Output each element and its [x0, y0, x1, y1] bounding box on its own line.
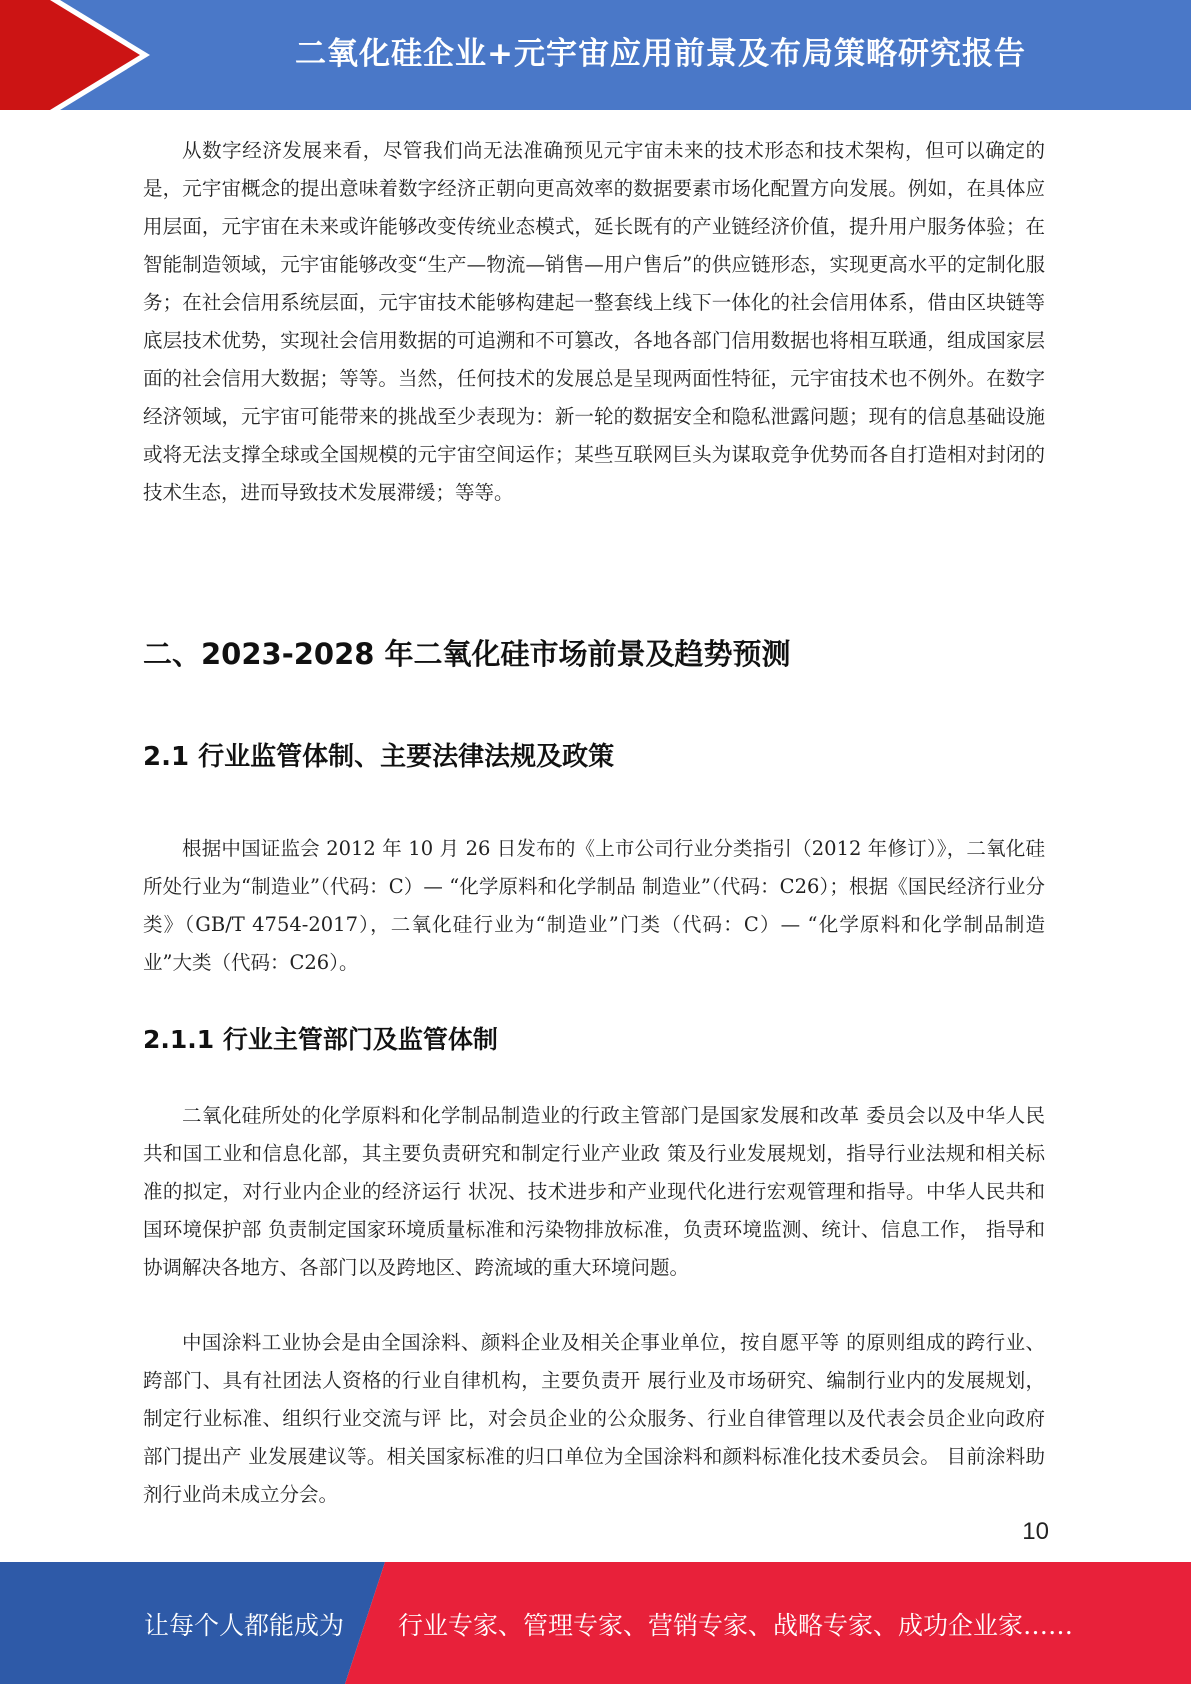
page-number: 10 [1022, 1518, 1049, 1545]
subsection-heading: 2.1 行业监管体制、主要法律法规及政策 [143, 742, 615, 772]
intro-paragraph: 从数字经济发展来看，尽管我们尚无法准确预见元宇宙未来的技术形态和技术架构，但可以确定的是，元宇宙概念的提出意味着数字经济正朝向更高效率的数据要素市场化配置方向发展。例如，在具体应用层面，元宇宙在未来或许能够改变传统业态模式，延长既有的产业链经济价值，提升用户服务体验；在智能制造领域，元宇宙能够改变“生产—物流—销售—用户售后”的供应链形态，实现更高水平的定制化服务；在社会信用系统层面，元宇宙技术能够构建起一整套线上线下一体化的社会信用体系，借由区块链等底层技术优势，实现社会信用数据的可追溯和不可篡改，各地各部门信用数据也将相互联通，组成国家层面的社会信用大数据；等等。当然，任何技术的发展总是呈现两面性特征，元宇宙技术也不例外。在数字经济领域，元宇宙可能带来的挑战至少表现为：新一轮的数据安全和隐私泄露问题；现有的信息基础设施或将无法支撑全球或全国规模的元宇宙空间运作；某些互联网巨头为谋取竞争优势而各自打造相对封闭的技术生态，进而导致技术发展滞缓；等等。 [143, 139, 1045, 504]
section-heading: 二、2023-2028 年二氧化硅市场前景及趋势预测 [143, 637, 791, 671]
classification-paragraph: 根据中国证监会 2012 年 10 月 26 日发布的《上市公司行业分类指引（2012 年修订）》，二氧化硅所处行业为“制造业”（代码：C）— “化学原料和化学制品 制造业”（代码：C26）；根据《国民经济行业分类》（GB/T 4754-2017），二氧化硅行业为“制造业”门类（代码：C）— “化学原料和化学制品制造业”大类（代码：C26）。 [143, 837, 1045, 974]
authority-section [143, 1097, 1045, 1287]
page-header [0, 0, 1191, 110]
association-paragraph: 中国涂料工业协会是由全国涂料、颜料企业及相关企事业单位，按自愿平等 的原则组成的跨行业、跨部门、具有社团法人资格的行业自律机构，主要负责开 展行业及市场研究、编制行业内的发展规划，制定行业标准、组织行业交流与评 比，对会员企业的公众服务、行业自律管理以及代表会员企业向政府部门提出产 业发展建议等。相关国家标准的归口单位为全国涂料和颜料标准化技术委员会。 目前涂料助剂行业尚未成立分会。 [143, 1331, 1045, 1506]
subsubsection-heading: 2.1.1 行业主管部门及监管体制 [143, 1025, 498, 1054]
page-footer [0, 1562, 1191, 1684]
footer-slogan-left: 让每个人都能成为 [144, 1611, 345, 1640]
authority-paragraph: 二氧化硅所处的化学原料和化学制品制造业的行政主管部门是国家发展和改革 委员会以及中华人民共和国工业和信息化部，其主要负责研究和制定行业产业政 策及行业发展规划，指导行业法规和相关标准的拟定，对行业内企业的经济运行 状况、技术进步和产业现代化进行宏观管理和指导。中华人民共和国环境保护部 负责制定国家环境质量标准和污染物排放标准，负责环境监测、统计、信息工作， 指导和协调解决各地方、各部门以及跨地区、跨流域的重大环境问题。 [143, 1104, 1045, 1279]
intro-section [143, 132, 1045, 512]
association-section [143, 1324, 1045, 1514]
report-title: 二氧化硅企业+元宇宙应用前景及布局策略研究报告 [295, 36, 1026, 72]
classification-section [143, 830, 1045, 982]
footer-slogan-right: 行业专家、管理专家、营销专家、战略专家、成功企业家…… [398, 1611, 1074, 1640]
